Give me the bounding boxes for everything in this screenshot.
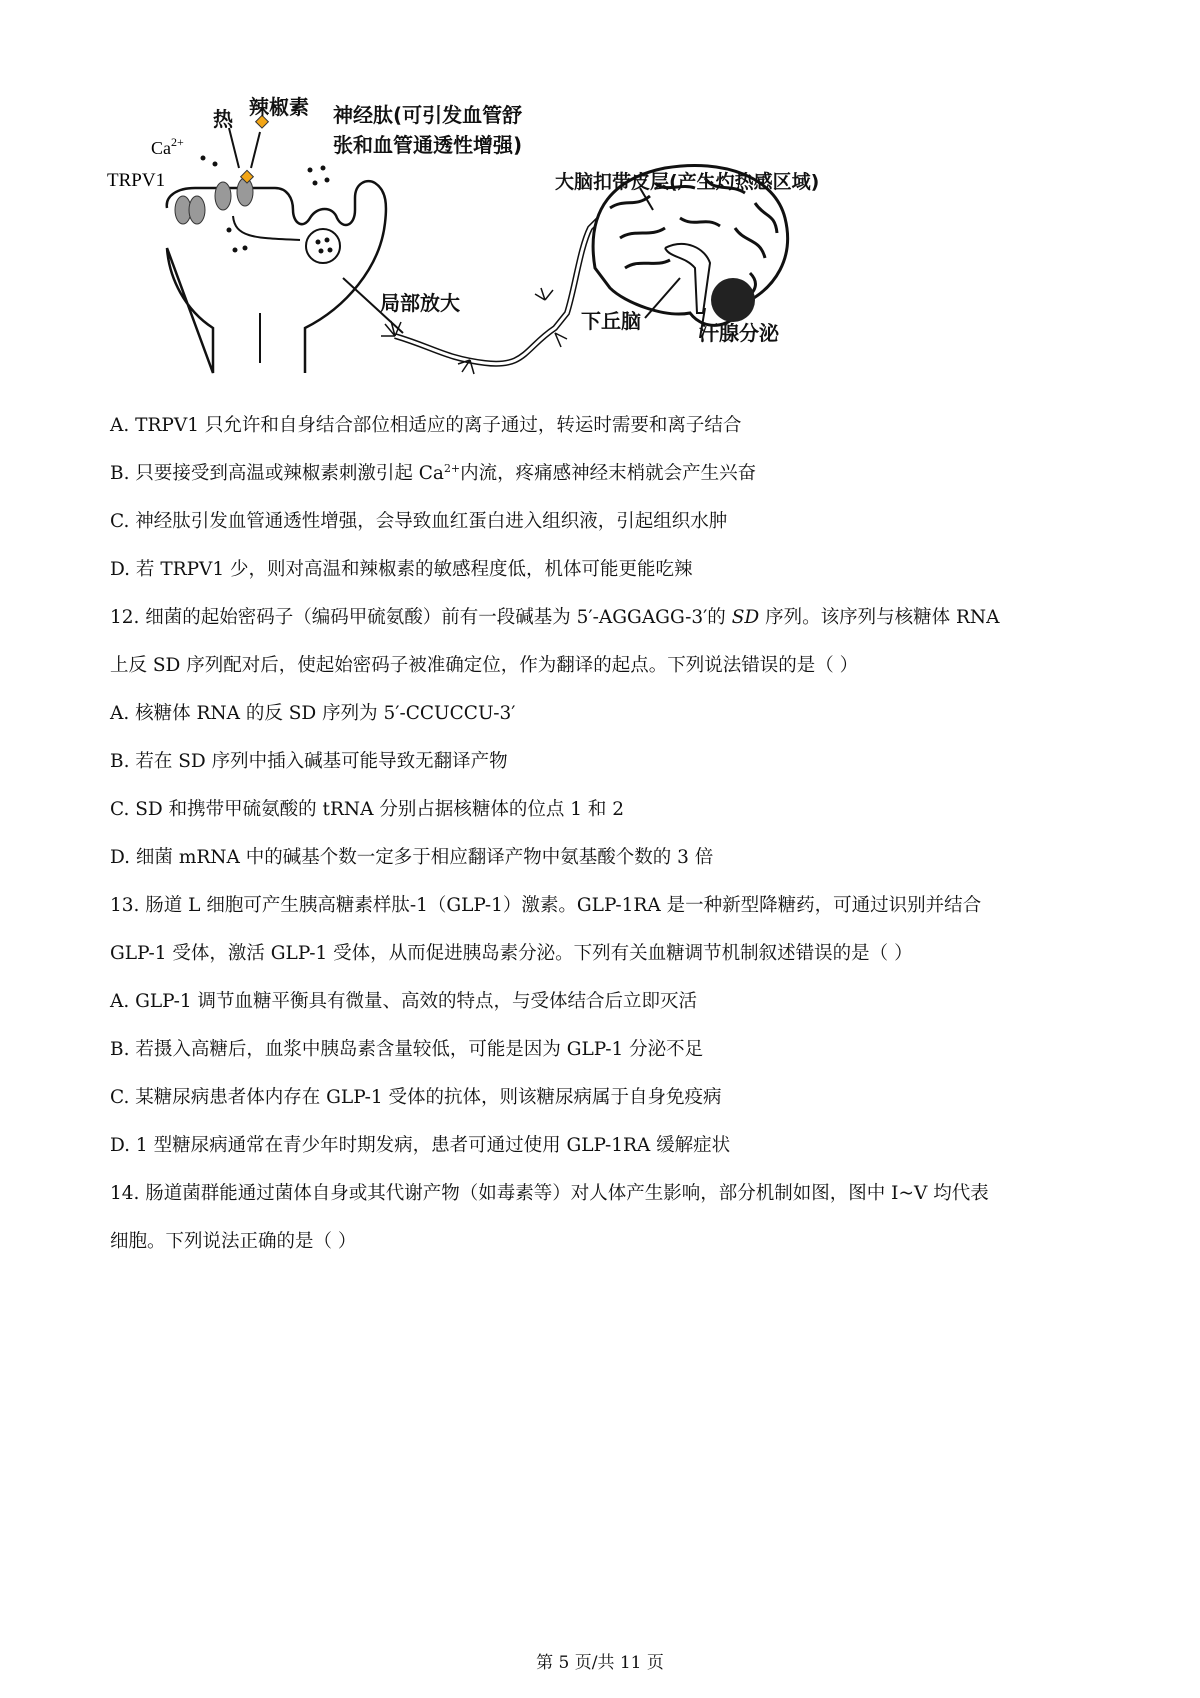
calcium-label: $Ca^{2+}$ xyxy=(151,135,184,158)
trpv1-label: TRPV1 xyxy=(107,170,166,191)
neuron-brain-figure xyxy=(105,88,965,418)
q13-option-d: D. 1 型糖尿病通常在青少年时期发病，患者可通过使用 GLP-1RA 缓解症状 xyxy=(110,1135,731,1156)
neuropeptide-label-2: 张和血管通透性增强) xyxy=(333,133,523,157)
question-block xyxy=(110,402,1120,1266)
zoom-label: 局部放大 xyxy=(380,291,460,315)
q12-stem-line2: 上反 SD 序列配对后，使起始密码子被准确定位，作为翻译的起点。下列说法错误的是（ ） xyxy=(110,655,859,676)
hypothalamus-label: 下丘脑 xyxy=(581,309,641,333)
q14-stem-line2: 细胞。下列说法正确的是（ ） xyxy=(110,1231,357,1252)
q13-option-a: A. GLP-1 调节血糖平衡具有微量、高效的特点，与受体结合后立即灭活 xyxy=(110,991,698,1012)
q12-stem-line1: 12. 细菌的起始密码子（编码甲硫氨酸）前有一段碱基为 5′-AGGAGG-3′的 SD 序列。该序列与核糖体 RNA xyxy=(110,607,1000,628)
q13-stem-line1: 13. 肠道 L 细胞可产生胰高糖素样肽-1（GLP-1）激素。GLP-1RA 是一种新型降糖药，可通过识别并结合 xyxy=(110,895,982,916)
q13-option-b: B. 若摄入高糖后，血浆中胰岛素含量较低，可能是因为 GLP-1 分泌不足 xyxy=(110,1039,704,1060)
sweat-label: 汗腺分泌 xyxy=(699,321,779,345)
q12-option-a: A. 核糖体 RNA 的反 SD 序列为 5′-CCUCCU-3′ xyxy=(110,703,516,724)
heat-arrow xyxy=(229,128,239,168)
q12-option-b: B. 若在 SD 序列中插入碱基可能导致无翻译产物 xyxy=(110,751,508,772)
capsaicin-label: 辣椒素 xyxy=(249,95,309,119)
neuropeptide-label-1: 神经肽(可引发血管舒 xyxy=(333,103,523,127)
figure-svg xyxy=(105,88,965,418)
page-footer: 第 5 页/共 11 页 xyxy=(536,1653,664,1673)
q12-option-d: D. 细菌 mRNA 中的碱基个数一定多于相应翻译产物中氨基酸个数的 3 倍 xyxy=(110,847,714,868)
q11-option-c: C. 神经肽引发血管通透性增强，会导致血红蛋白进入组织液，引起组织水肿 xyxy=(110,511,728,532)
q12-option-c: C. SD 和携带甲硫氨酸的 tRNA 分别占据核糖体的位点 1 和 2 xyxy=(110,799,624,820)
vesicle xyxy=(306,229,340,263)
q11-option-b: B. 只要接受到高温或辣椒素刺激引起 $Ca^{2+}$内流，疼痛感神经末梢就会产生兴奋 xyxy=(110,461,757,484)
q11-option-a: A. TRPV1 只允许和自身结合部位相适应的离子通过，转运时需要和离子结合 xyxy=(110,415,742,436)
q13-stem-line2: GLP-1 受体，激活 GLP-1 受体，从而促进胰岛素分泌。下列有关血糖调节机制叙述错误的是（ ） xyxy=(110,943,913,964)
q14-stem-line1: 14. 肠道菌群能通过菌体自身或其代谢产物（如毒素等）对人体产生影响，部分机制如图，图中 I~V 均代表 xyxy=(110,1183,989,1204)
q11-option-d: D. 若 TRPV1 少，则对高温和辣椒素的敏感程度低，机体可能更能吃辣 xyxy=(110,559,693,580)
vesicle-arrow xyxy=(233,216,300,240)
heat-label: 热 xyxy=(213,107,233,131)
cortex-label: 大脑扣带皮层(产生灼热感区域) xyxy=(555,171,820,193)
cerebellum xyxy=(711,278,755,322)
q13-option-c: C. 某糖尿病患者体内存在 GLP-1 受体的抗体，则该糖尿病属于自身免疫病 xyxy=(110,1087,722,1108)
